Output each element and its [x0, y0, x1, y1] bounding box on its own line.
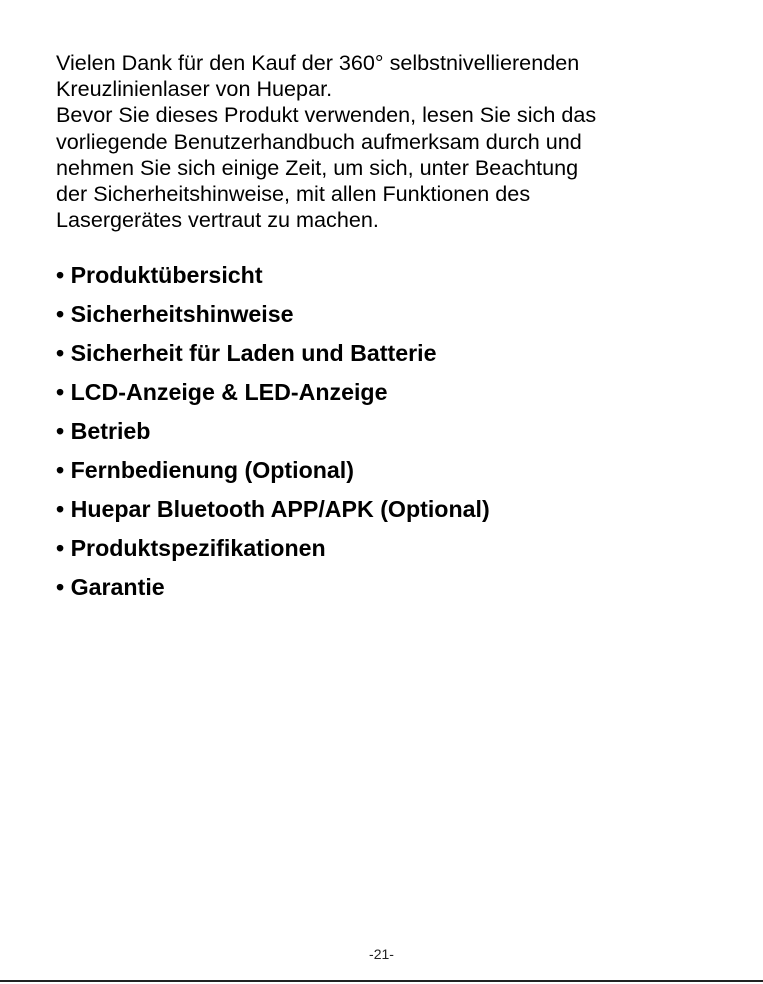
intro-line: Kreuzlinienlaser von Huepar.	[56, 76, 333, 102]
intro-line: Vielen Dank für den Kauf der 360° selbstnivellierenden	[56, 50, 580, 75]
intro-paragraph	[56, 50, 736, 233]
bottom-divider	[0, 980, 763, 982]
toc-item-label: Betrieb	[70, 418, 151, 444]
toc-item-label: Sicherheitshinweise	[70, 301, 294, 327]
bullet-icon: •	[56, 418, 65, 444]
toc-item-produktuebersicht	[56, 258, 490, 297]
intro-line: Bevor Sie dieses Produkt verwenden, lesen Sie sich das	[56, 102, 597, 128]
toc-item-fernbedienung	[56, 453, 490, 492]
bullet-icon: •	[56, 340, 65, 366]
toc-item-lcd-led-anzeige	[56, 375, 490, 414]
bullet-icon: •	[56, 496, 65, 522]
toc-item-label: Garantie	[70, 574, 165, 600]
toc-item-sicherheitshinweise	[56, 297, 490, 336]
intro-line: nehmen Sie sich einige Zeit, um sich, unter Beachtung	[56, 154, 579, 180]
bullet-icon: •	[56, 301, 65, 327]
bullet-icon: •	[56, 535, 65, 561]
toc-item-bluetooth-app	[56, 492, 490, 531]
table-of-contents	[56, 258, 490, 609]
intro-line: der Sicherheitshinweise, mit allen Funktionen des	[56, 181, 531, 207]
bullet-icon: •	[56, 574, 65, 600]
toc-item-label: Huepar Bluetooth APP/APK (Optional)	[70, 496, 490, 522]
toc-item-label: Produktspezifikationen	[70, 535, 326, 561]
toc-item-garantie	[56, 570, 490, 609]
toc-item-betrieb	[56, 414, 490, 453]
toc-item-label: Fernbedienung (Optional)	[70, 457, 354, 483]
toc-item-label: Sicherheit für Laden und Batterie	[70, 340, 437, 366]
bullet-icon: •	[56, 379, 65, 405]
intro-line: vorliegende Benutzerhandbuch aufmerksam durch und	[56, 128, 582, 154]
toc-item-label: LCD-Anzeige & LED-Anzeige	[70, 379, 388, 405]
page-number: -21-	[369, 946, 394, 962]
toc-item-laden-batterie	[56, 336, 490, 375]
toc-item-produktspezifikationen	[56, 531, 490, 570]
bullet-icon: •	[56, 262, 65, 288]
bullet-icon: •	[56, 457, 65, 483]
toc-item-label: Produktübersicht	[70, 262, 263, 288]
intro-line: Lasergerätes vertraut zu machen.	[56, 207, 379, 233]
